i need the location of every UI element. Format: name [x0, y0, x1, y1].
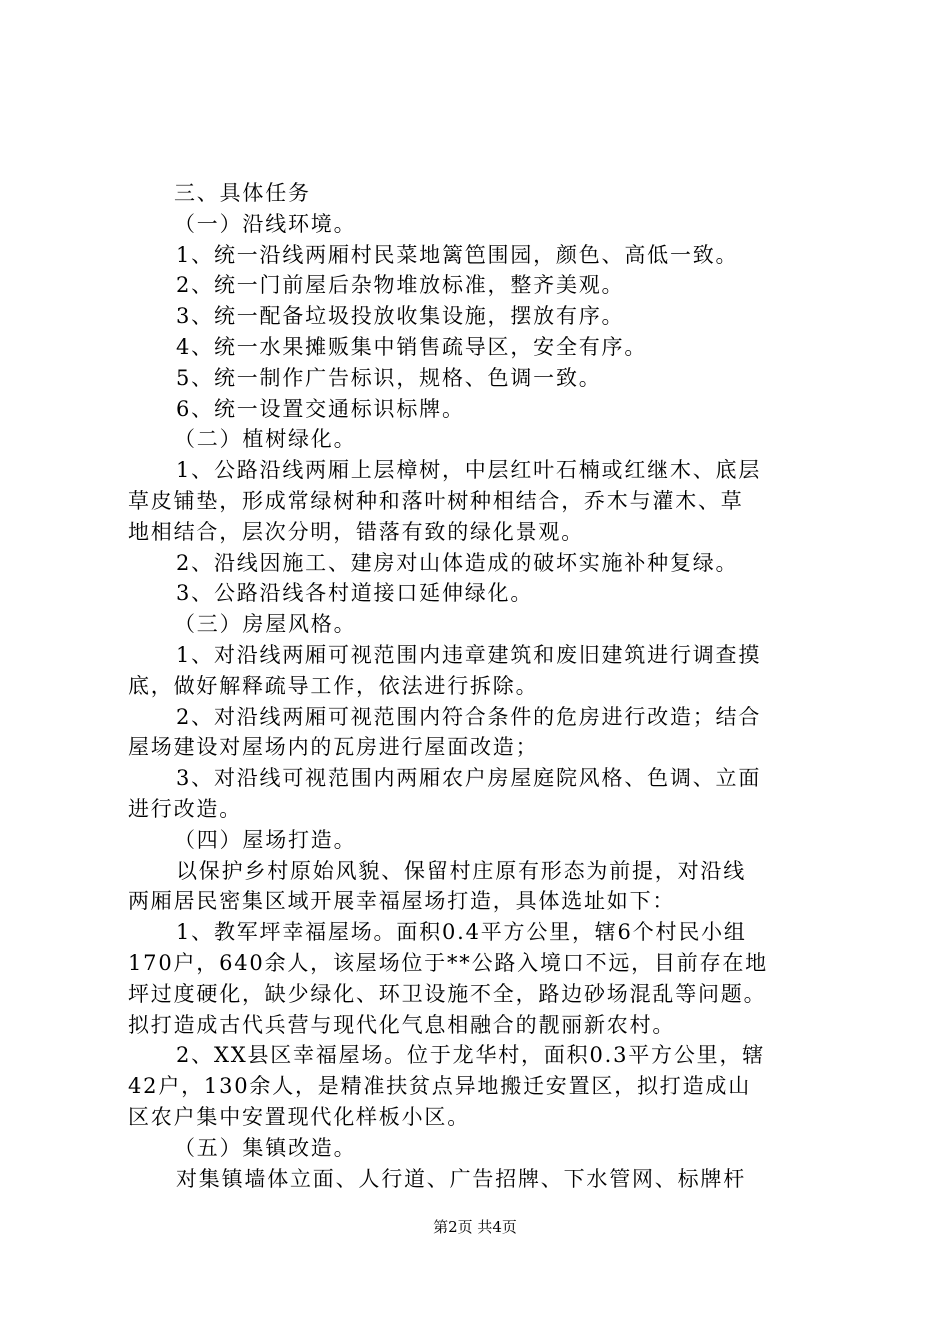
paragraph-line: 3、统一配备垃圾投放收集设施，摆放有序。: [176, 304, 625, 329]
paragraph-line: 42户，130余人，是精准扶贫点异地搬迁安置区，拟打造成山: [128, 1074, 752, 1099]
subsection-heading: （一）沿线环境。: [174, 211, 357, 236]
subsection-heading: （四）屋场打造。: [174, 827, 357, 852]
paragraph-line: 1、公路沿线两厢上层樟树，中层红叶石楠或红继木、底层: [176, 458, 762, 483]
paragraph-line: 5、统一制作广告标识，规格、色调一致。: [176, 365, 602, 390]
paragraph-line: 拟打造成古代兵营与现代化气息相融合的靓丽新农村。: [128, 1012, 676, 1037]
paragraph-line: 地相结合，层次分明，错落有致的绿化景观。: [128, 519, 584, 544]
paragraph-line: 以保护乡村原始风貌、保留村庄原有形态为前提，对沿线: [176, 858, 746, 883]
paragraph-line: 草皮铺垫，形成常绿树种和落叶树种相结合，乔木与灌木、草: [128, 488, 744, 513]
paragraph-line: 4、统一水果摊贩集中销售疏导区，安全有序。: [176, 334, 648, 359]
paragraph-line: 2、XX县区幸福屋场。位于龙华村，面积0.3平方公里，辖: [176, 1043, 766, 1068]
paragraph-line: 对集镇墙体立面、人行道、广告招牌、下水管网、标牌杆: [176, 1166, 746, 1191]
paragraph-line: 3、对沿线可视范围内两厢农户房屋庭院风格、色调、立面: [176, 766, 762, 791]
paragraph-line: 进行改造。: [128, 796, 242, 821]
paragraph-line: 1、统一沿线两厢村民菜地篱笆围园，颜色、高低一致。: [176, 242, 739, 267]
document-body: [128, 178, 828, 1194]
paragraph-line: 屋场建设对屋场内的瓦房进行屋面改造；: [128, 735, 539, 760]
paragraph-line: 2、沿线因施工、建房对山体造成的破坏实施补种复绿。: [176, 550, 739, 575]
paragraph-line: 区农户集中安置现代化样板小区。: [128, 1104, 470, 1129]
paragraph-line: 坪过度硬化，缺少绿化、环卫设施不全，路边砂场混乱等问题。: [128, 981, 767, 1006]
section-heading: 三、具体任务: [174, 181, 311, 205]
subsection-heading: （三）房屋风格。: [174, 612, 357, 637]
page-number-footer: 第2页 共4页: [433, 1218, 517, 1236]
subsection-heading: （二）植树绿化。: [174, 427, 357, 452]
paragraph-line: 2、对沿线两厢可视范围内符合条件的危房进行改造；结合: [176, 704, 762, 729]
paragraph-line: 170户，640余人，该屋场位于**公路入境口不远，目前存在地: [128, 950, 768, 975]
paragraph-line: 两厢居民密集区域开展幸福屋场打造，具体选址如下：: [128, 889, 676, 914]
paragraph-line: 1、教军坪幸福屋场。面积0.4平方公里，辖6个村民小组: [176, 920, 747, 945]
paragraph-line: 底，做好解释疏导工作，依法进行拆除。: [128, 673, 539, 698]
paragraph-line: 2、统一门前屋后杂物堆放标准，整齐美观。: [176, 273, 625, 298]
paragraph-line: 3、公路沿线各村道接口延伸绿化。: [176, 581, 534, 606]
paragraph-line: 1、对沿线两厢可视范围内违章建筑和废旧建筑进行调查摸: [176, 642, 762, 667]
subsection-heading: （五）集镇改造。: [174, 1135, 357, 1160]
paragraph-line: 6、统一设置交通标识标牌。: [176, 396, 465, 421]
